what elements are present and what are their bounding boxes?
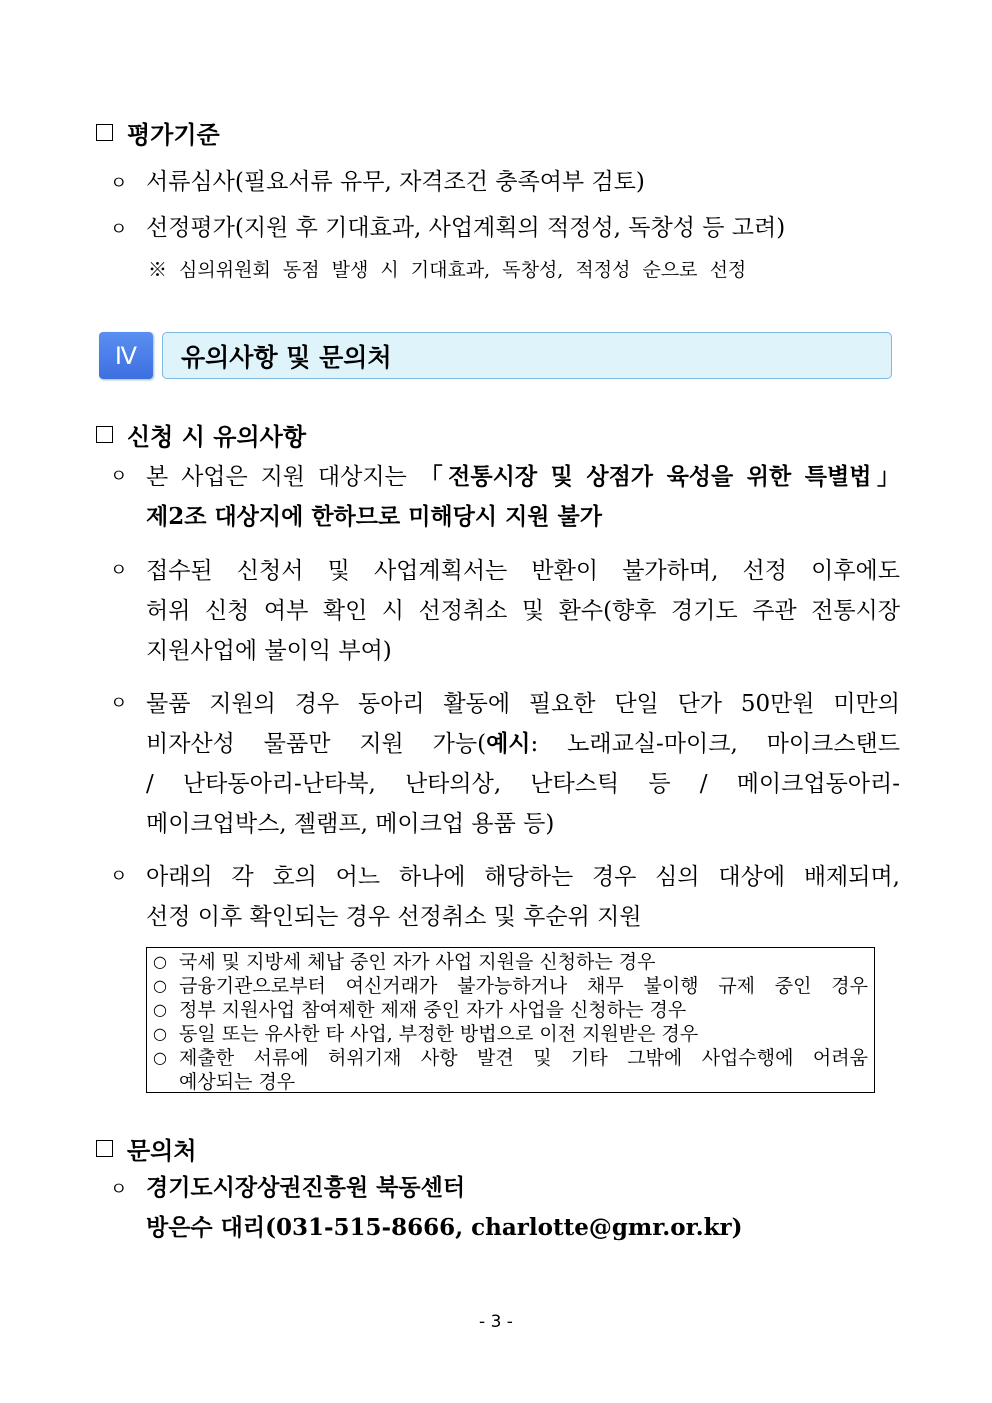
bullet-circle-icon: ㅇ — [110, 219, 128, 240]
list-item: ○ 정부 지원사업 참여제한 제재 중인 자가 사업을 신청하는 경우 — [153, 999, 687, 1021]
bullet-circle-icon: ㅇ — [110, 1179, 128, 1200]
bullet-circle-icon: ㅇ — [110, 693, 128, 714]
circle-bullet-icon: ○ — [153, 976, 167, 995]
caution-item-4: ㅇ 아래의 각 호의 어느 하나에 해당하는 경우 심의 대상에 배제되며, 선정 이후 확인되는 경우 선정취소 및 후순위 지원 — [110, 857, 900, 937]
section-title: 신청 시 유의사항 — [127, 423, 306, 451]
contact-person: 방은수 대리(031-515-8666, charlotte@gmr.or.kr) — [146, 1214, 743, 1241]
section-title: 평가기준 — [127, 121, 220, 149]
circle-bullet-icon: ○ — [153, 952, 167, 971]
circle-bullet-icon: ○ — [153, 1048, 167, 1067]
list-item-continuation: 예상되는 경우 — [179, 1071, 296, 1093]
bullet-circle-icon: ㅇ — [110, 866, 128, 887]
list-item: ○ 금융기관으로부터 여신거래가 불가능하거나 채무 불이행 규제 중인 경우 — [153, 975, 868, 997]
caution-item-3: ㅇ 물품 지원의 경우 동아리 활동에 필요한 단일 단가 50만원 미만의 비자산성 물품만 지원 가능(예시: 노래교실-마이크, 마이크스탠드 / 난타동아리-난타북, 난타의상, 난타스틱 등 / 메이크업동아리- 메이크업박스, 젤램프, 메이크업 용품 등) — [110, 684, 900, 844]
checkbox-square-icon — [96, 1140, 113, 1157]
bullet-item: ㅇ 선정평가(지원 후 기대효과, 사업계획의 적정성, 독창성 등 고려) — [110, 208, 785, 250]
bullet-circle-icon: ㅇ — [110, 173, 128, 194]
list-item: ○ 동일 또는 유사한 타 사업, 부정한 방법으로 이전 지원받은 경우 — [153, 1023, 699, 1045]
checkbox-square-icon — [96, 124, 113, 141]
contact-org: ㅇ 경기도시장상권진흥원 북동센터 — [110, 1168, 465, 1210]
circle-bullet-icon: ○ — [153, 1024, 167, 1043]
section-heading-caution — [96, 417, 306, 452]
caution-item-1: ㅇ 본 사업은 지원 대상지는 「전통시장 및 상점가 육성을 위한 특별법」 제2조 대상지에 한하므로 미해당시 지원 불가 — [110, 457, 900, 537]
chapter-number-badge: Ⅳ — [99, 332, 153, 379]
list-item: ○ 제출한 서류에 허위기재 사항 발견 및 기타 그밖에 사업수행에 어려움 — [153, 1047, 868, 1069]
exclusion-criteria-box — [146, 947, 875, 1093]
section-heading-contact — [96, 1131, 197, 1166]
section-heading-evaluation — [96, 115, 220, 150]
bullet-circle-icon: ㅇ — [110, 466, 128, 487]
note-text: ※ 심의위원회 동점 발생 시 기대효과, 독창성, 적정성 순으로 선정 — [148, 259, 747, 281]
section-title: 문의처 — [127, 1137, 197, 1165]
bullet-item: ㅇ 서류심사(필요서류 유무, 자격조건 충족여부 검토) — [110, 162, 645, 204]
list-item: ○ 국세 및 지방세 체납 중인 자가 사업 지원을 신청하는 경우 — [153, 951, 656, 973]
caution-item-2: ㅇ 접수된 신청서 및 사업계획서는 반환이 불가하며, 선정 이후에도 허위 신청 여부 확인 시 선정취소 및 환수(향후 경기도 주관 전통시장 지원사업에 불이익 부여) — [110, 551, 900, 671]
page-number: - 3 - — [479, 1312, 513, 1332]
bullet-circle-icon: ㅇ — [110, 560, 128, 581]
checkbox-square-icon — [96, 426, 113, 443]
chapter-title: 유의사항 및 문의처 — [162, 332, 892, 379]
circle-bullet-icon: ○ — [153, 1000, 167, 1019]
